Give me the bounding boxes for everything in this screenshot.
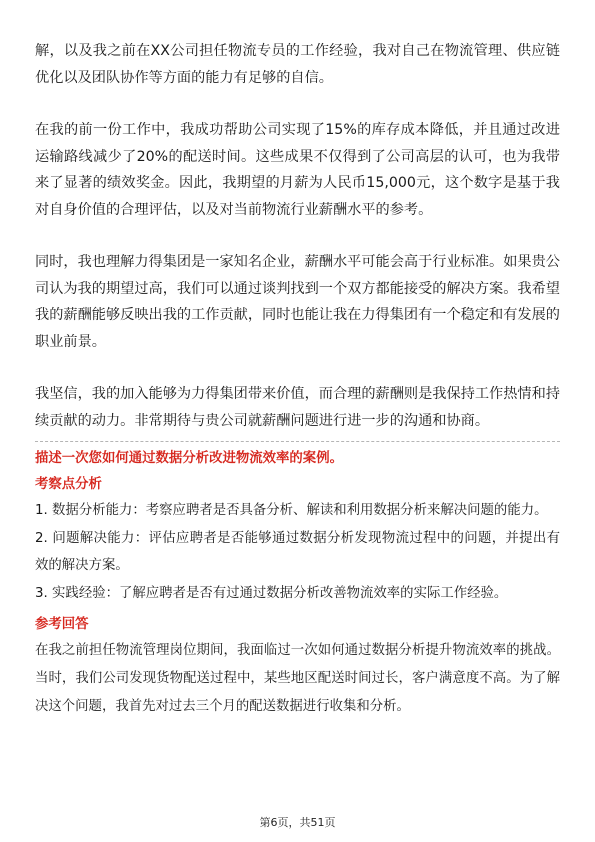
analysis-item-1: 1. 数据分析能力：考察应聘者是否具备分析、解读和利用数据分析来解决问题的能力。 [35, 503, 548, 518]
page-content [35, 38, 560, 721]
page-number-footer: 第6页，共51页 [259, 816, 336, 829]
reference-answer-heading: 参考回答 [35, 617, 89, 632]
paragraph-1: 解，以及我之前在XX公司担任物流专员的工作经验，我对自己在物流管理、供应链优化以及团队协作等方面的能力有足够的自信。 [35, 43, 560, 86]
paragraph-gap [35, 91, 560, 117]
analysis-item-2: 2. 问题解决能力：评估应聘者是否能够通过数据分析发现物流过程中的问题，并提出有效的解决方案。 [35, 530, 560, 573]
interview-question: 描述一次您如何通过数据分析改进物流效率的案例。 [35, 451, 343, 466]
paragraph-gap [35, 355, 560, 381]
paragraph-gap [35, 223, 560, 249]
analysis-heading: 考察点分析 [35, 477, 102, 492]
section-divider [35, 441, 560, 442]
paragraph-2: 在我的前一份工作中，我成功帮助公司实现了15%的库存成本降低，并且通过改进运输路线减少了20%的配送时间。这些成果不仅得到了公司高层的认可，也为我带来了显著的绩效奖金。因此，我期望的月薪为人民币15,000元，这个数字是基于我对自身价值的合理评估，以及对当前物流行业薪酬水平的参考。 [35, 122, 560, 218]
paragraph-4: 我坚信，我的加入能够为力得集团带来价值，而合理的薪酬则是我保持工作热情和持续贡献的动力。非常期待与贵公司就薪酬问题进行进一步的沟通和协商。 [35, 386, 560, 429]
reference-answer-text: 在我之前担任物流管理岗位期间，我面临过一次如何通过数据分析提升物流效率的挑战。当时，我们公司发现货物配送过程中，某些地区配送时间过长，客户满意度不高。为了解决这个问题，我首先对过去三个月的配送数据进行收集和分析。 [35, 643, 560, 714]
analysis-item-3: 3. 实践经验：了解应聘者是否有过通过数据分析改善物流效率的实际工作经验。 [35, 585, 508, 601]
paragraph-3: 同时，我也理解力得集团是一家知名企业，薪酬水平可能会高于行业标准。如果贵公司认为我的期望过高，我们可以通过谈判找到一个双方都能接受的解决方案。我希望我的薪酬能够反映出我的工作贡献，同时也能让我在力得集团有一个稳定和有发展的职业前景。 [35, 254, 560, 350]
